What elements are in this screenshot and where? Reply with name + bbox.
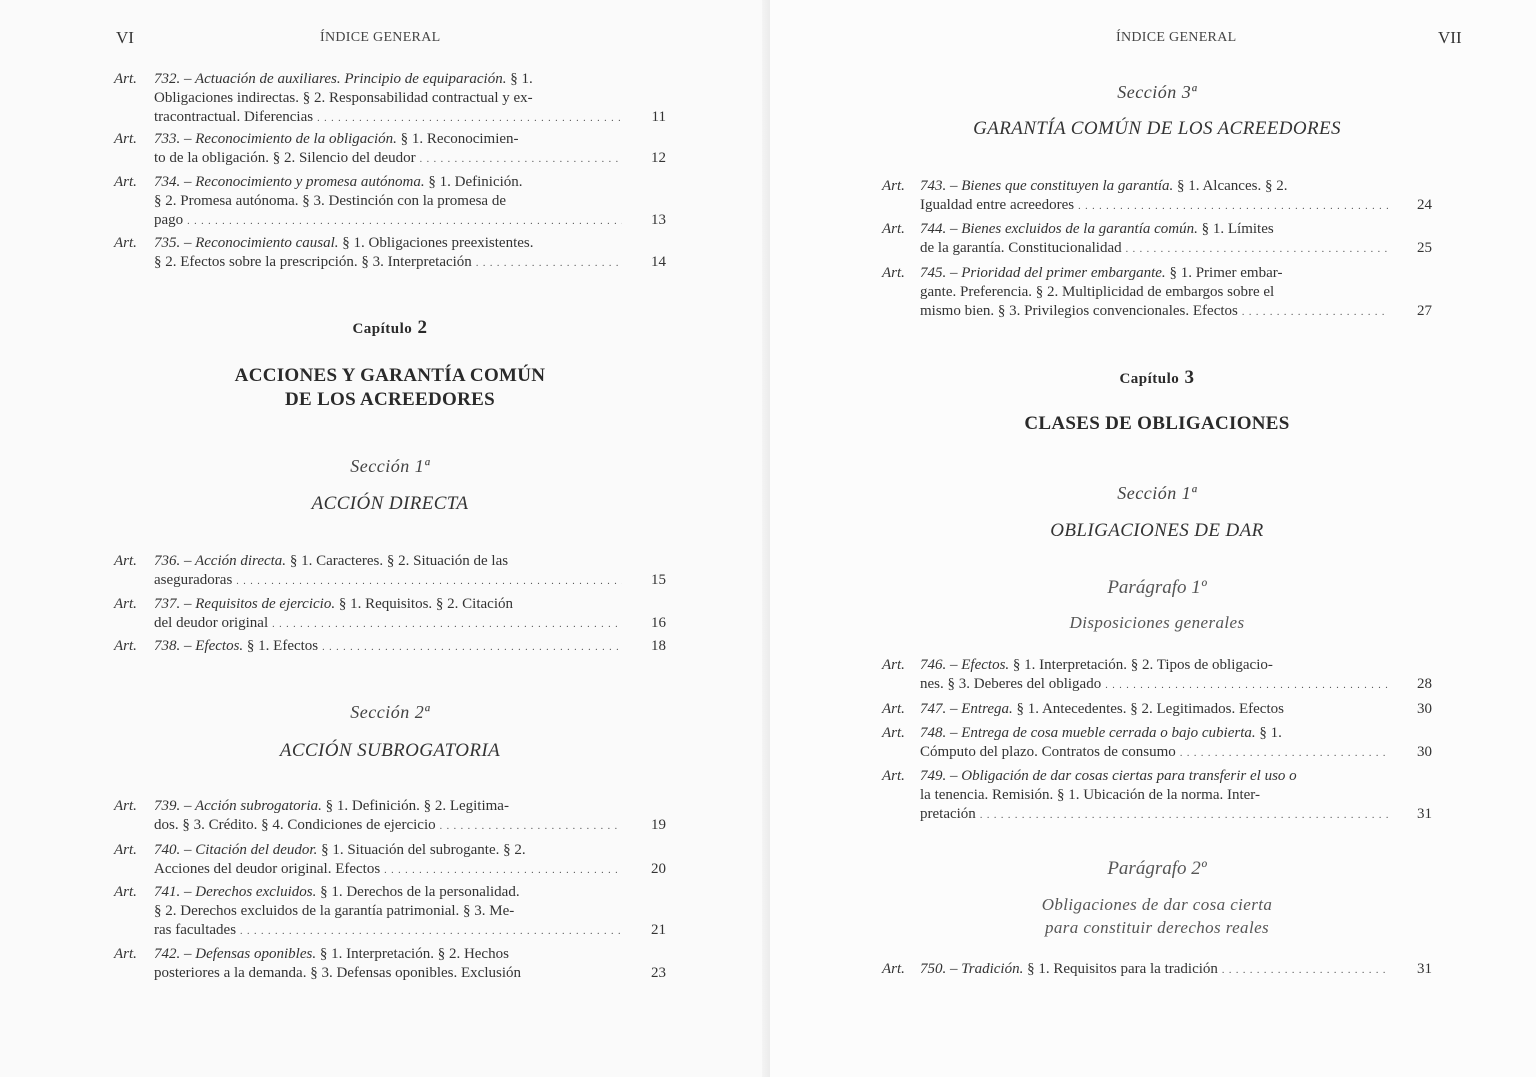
paragraph-label: Parágrafo 2º	[1107, 858, 1207, 879]
art-label: Art.	[882, 768, 905, 784]
art-subsections: § 1. Situación del subrogante. § 2.	[321, 842, 526, 858]
section-label: Sección 1ª	[1117, 483, 1197, 503]
art-number: 734.	[154, 174, 181, 190]
art-label: Art.	[882, 265, 905, 281]
entry-line: dos. § 3. Crédito. § 4. Condiciones de ejercicio	[154, 817, 436, 833]
toc-entry: Art. 749. – Obligación de dar cosas ciertas para transferir el uso o la tenencia. Remisión. § 1. Ubicación de la norma. Inter- pretación . . . 31	[882, 767, 1432, 824]
page-ref: 24	[1417, 197, 1432, 213]
paragraph-title-line: Obligaciones de dar cosa cierta	[1041, 895, 1273, 914]
page-ref: 18	[651, 638, 666, 654]
page-ref: 27	[1417, 303, 1432, 319]
page-ref: 15	[651, 572, 666, 588]
art-number: 739.	[154, 798, 181, 814]
art-number: 738.	[154, 638, 181, 654]
art-title: Entrega.	[961, 701, 1013, 717]
art-title: Reconocimiento de la obligación.	[195, 131, 397, 147]
chapter-word: Capítulo	[1119, 371, 1180, 387]
page-ref: 12	[651, 150, 666, 166]
art-subsections: § 1. Reconocimien-	[400, 131, 519, 147]
page-ref: 30	[1417, 744, 1432, 760]
art-subsections: § 1. Requisitos. § 2. Citación	[338, 596, 513, 612]
page-ref: 23	[651, 965, 666, 981]
page-ref: 20	[651, 861, 666, 877]
entry-line: pretación	[920, 806, 976, 822]
art-number: 736.	[154, 553, 181, 569]
art-label: Art.	[114, 235, 137, 251]
entry-line: Cómputo del plazo. Contratos de consumo	[920, 744, 1176, 760]
art-subsections: § 1. Alcances. § 2.	[1177, 178, 1288, 194]
art-label: Art.	[114, 596, 137, 612]
entry-line: ras facultades	[154, 922, 237, 938]
running-head-left: ÍNDICE GENERAL	[320, 30, 441, 45]
section-title: OBLIGACIONES DE DAR	[1050, 520, 1264, 541]
toc-entry: Art. 746. – Efectos. § 1. Interpretación. § 2. Tipos de obligacio- nes. § 3. Deberes del obligado . . . 28	[882, 656, 1432, 694]
art-number: 732.	[154, 71, 181, 87]
chapter-title: CLASES DE OBLIGACIONES	[1024, 413, 1290, 434]
art-label: Art.	[882, 221, 905, 237]
art-title: Entrega de cosa mueble cerrada o bajo cubierta.	[961, 725, 1256, 741]
page-number-left: VI	[116, 28, 134, 47]
entry-line: del deudor original	[154, 615, 269, 631]
paragraph-title	[882, 893, 1432, 939]
entry-line: § 2. Efectos sobre la prescripción. § 3. Interpretación	[154, 254, 472, 270]
chapter-label	[882, 367, 1432, 389]
entry-line: § 2. Derechos excluidos de la garantía patrimonial. § 3. Me-	[154, 903, 515, 919]
art-subsections: § 1. Requisitos para la tradición	[1027, 961, 1218, 977]
toc-entry: Art. 742. – Defensas oponibles. § 1. Interpretación. § 2. Hechos posteriores a la demanda. § 3. Defensas oponibles. Exclusión 23	[114, 946, 666, 981]
art-number: 744.	[920, 221, 947, 237]
art-number: 746.	[920, 657, 947, 673]
right-page	[770, 0, 1536, 1077]
toc-entry: Art. 744. – Bienes excluidos de la garantía común. § 1. Límites de la garantía. Constitucionalidad . . . 25	[882, 220, 1432, 258]
toc-entry: Art. 741. – Derechos excluidos. § 1. Derechos de la personalidad. § 2. Derechos excluidos de la garantía patrimonial. § 3. Me- ras facultades . . . 21	[114, 883, 666, 940]
art-title: Reconocimiento y promesa autónoma.	[195, 174, 425, 190]
section-label: Sección 2ª	[350, 702, 430, 722]
entry-line: Igualdad entre acreedores	[920, 197, 1075, 213]
entry-line: gante. Preferencia. § 2. Multiplicidad de embargos sobre el	[920, 284, 1275, 300]
toc-entry: Art. 733. – Reconocimiento de la obligación. § 1. Reconocimien- to de la obligación. § 2. Silencio del deudor . . . 12	[114, 130, 666, 168]
art-label: Art.	[114, 884, 137, 900]
art-number: 745.	[920, 265, 947, 281]
art-subsections: § 1. Obligaciones preexistentes.	[342, 235, 534, 251]
page-ref: 16	[651, 615, 666, 631]
entry-line: de la garantía. Constitucionalidad	[920, 240, 1122, 256]
toc-entry: Art. 743. – Bienes que constituyen la garantía. § 1. Alcances. § 2. Igualdad entre acreedores . . . 24	[882, 177, 1432, 215]
toc-entry: Art. 738. – Efectos. § 1. Efectos . . . 18	[114, 637, 666, 656]
art-subsections: § 1. Definición. § 2. Legitima-	[325, 798, 509, 814]
art-number: 747.	[920, 701, 947, 717]
art-title: Acción subrogatoria.	[194, 798, 322, 814]
art-subsections: § 1. Derechos de la personalidad.	[320, 884, 520, 900]
entry-line: posteriores a la demanda. § 3. Defensas oponibles. Exclusión	[154, 965, 521, 981]
art-number: 750.	[920, 961, 947, 977]
art-number: 743.	[920, 178, 947, 194]
section-label: Sección 3ª	[1117, 82, 1197, 102]
toc-entry: Art. 735. – Reconocimiento causal. § 1. Obligaciones preexistentes. § 2. Efectos sobre la prescripción. § 3. Interpretación . . . 14	[114, 234, 666, 272]
section-title: GARANTÍA COMÚN DE LOS ACREEDORES	[973, 118, 1341, 139]
art-title: Tradición.	[961, 961, 1024, 977]
toc-entry: Art. 745. – Prioridad del primer embargante. § 1. Primer embar- gante. Preferencia. § 2. Multiplicidad de embargos sobre el mismo bien. § 3. Privilegios convencionales. Efectos . . . 27	[882, 264, 1432, 321]
entry-line: aseguradoras	[154, 572, 233, 588]
art-label: Art.	[882, 657, 905, 673]
entry-line: tracontractual. Diferencias	[154, 109, 314, 125]
entry-line: la tenencia. Remisión. § 1. Ubicación de la norma. Inter-	[920, 787, 1260, 803]
entry-line: to de la obligación. § 2. Silencio del deudor	[154, 150, 416, 166]
entry-line: Obligaciones indirectas. § 2. Responsabilidad contractual y ex-	[154, 90, 533, 106]
art-label: Art.	[114, 174, 137, 190]
toc-entry: Art. 732. – Actuación de auxiliares. Principio de equiparación. § 1. Obligaciones indirectas. § 2. Responsabilidad contractual y ex- tracontractual. Diferencias . . . 11	[114, 70, 666, 127]
art-title: Efectos.	[195, 638, 244, 654]
toc-entry: Art. 748. – Entrega de cosa mueble cerrada o bajo cubierta. § 1. Cómputo del plazo. Contratos de consumo . . . 30	[882, 724, 1432, 762]
paragraph-label: Parágrafo 1º	[1107, 577, 1207, 598]
running-head-right: ÍNDICE GENERAL	[1116, 30, 1237, 45]
art-subsections: § 1. Interpretación. § 2. Tipos de obligacio-	[1012, 657, 1273, 673]
art-label: Art.	[882, 725, 905, 741]
art-number: 737.	[154, 596, 181, 612]
toc-entry: Art. 737. – Requisitos de ejercicio. § 1. Requisitos. § 2. Citación del deudor original . . . 16	[114, 595, 666, 633]
art-subsections: § 1. Interpretación. § 2. Hechos	[319, 946, 509, 962]
art-label: Art.	[114, 131, 137, 147]
page-ref: 11	[651, 109, 666, 125]
chapter-label	[114, 317, 666, 339]
art-title: Bienes que constituyen la garantía.	[961, 178, 1174, 194]
art-number: 742.	[154, 946, 181, 962]
art-label: Art.	[114, 71, 137, 87]
art-subsections: § 1. Efectos	[246, 638, 319, 654]
chapter-title-line: ACCIONES Y GARANTÍA COMÚN	[234, 365, 546, 386]
section-label: Sección 1ª	[350, 456, 430, 476]
chapter-number: 3	[1184, 367, 1195, 388]
art-title: Efectos.	[961, 657, 1010, 673]
art-subsections: § 1. Primer embar-	[1169, 265, 1283, 281]
page-ref: 31	[1417, 806, 1432, 822]
art-label: Art.	[882, 701, 905, 717]
art-number: 740.	[154, 842, 181, 858]
art-label: Art.	[882, 961, 905, 977]
art-number: 749.	[920, 768, 947, 784]
entry-line: § 2. Promesa autónoma. § 3. Destinción con la promesa de	[154, 193, 507, 209]
art-subsections: § 1. Límites	[1201, 221, 1274, 237]
paragraph-title: Disposiciones generales	[1069, 613, 1245, 632]
art-title: Reconocimiento causal.	[195, 235, 339, 251]
art-subsections: § 1. Antecedentes. § 2. Legitimados. Efectos	[1016, 701, 1284, 717]
chapter-title	[114, 364, 666, 412]
toc-entry: Art. 734. – Reconocimiento y promesa autónoma. § 1. Definición. § 2. Promesa autónoma. § 3. Destinción con la promesa de pago . . . 13	[114, 173, 666, 230]
art-subsections: § 1.	[1259, 725, 1282, 741]
art-number: 741.	[154, 884, 181, 900]
art-subsections: § 1.	[510, 71, 533, 87]
art-label: Art.	[114, 798, 137, 814]
art-title: Defensas oponibles.	[195, 946, 317, 962]
section-title: ACCIÓN DIRECTA	[311, 493, 469, 514]
art-title: Acción directa.	[194, 553, 287, 569]
toc-entry: Art. 747. – Entrega. § 1. Antecedentes. § 2. Legitimados. Efectos 30	[882, 701, 1432, 717]
art-title: Requisitos de ejercicio.	[195, 596, 336, 612]
chapter-number: 2	[417, 317, 428, 338]
art-label: Art.	[114, 946, 137, 962]
page-ref: 13	[651, 212, 666, 228]
entry-line: Acciones del deudor original. Efectos	[154, 861, 381, 877]
art-number: 733.	[154, 131, 181, 147]
entry-line: nes. § 3. Deberes del obligado	[920, 676, 1102, 692]
art-subsections: § 1. Caracteres. § 2. Situación de las	[289, 553, 509, 569]
entry-line: mismo bien. § 3. Privilegios convencionales. Efectos	[920, 303, 1238, 319]
toc-entry: Art. 736. – Acción directa. § 1. Caracteres. § 2. Situación de las aseguradoras . . . 15	[114, 552, 666, 590]
toc-entry: Art. 750. – Tradición. § 1. Requisitos para la tradición . . . 31	[882, 960, 1432, 979]
page-ref: 21	[651, 922, 666, 938]
chapter-word: Capítulo	[352, 321, 413, 337]
art-title: Actuación de auxiliares. Principio de equiparación.	[194, 71, 507, 87]
art-title: Prioridad del primer embargante.	[961, 265, 1166, 281]
page-ref: 19	[651, 817, 666, 833]
art-label: Art.	[114, 553, 137, 569]
art-title: Derechos excluidos.	[195, 884, 317, 900]
page-ref: 28	[1417, 676, 1432, 692]
chapter-title-line: DE LOS ACREEDORES	[285, 389, 495, 410]
art-title: Bienes excluidos de la garantía común.	[961, 221, 1198, 237]
art-subsections: § 1. Definición.	[428, 174, 523, 190]
page-ref: 30	[1417, 701, 1432, 717]
art-title: Citación del deudor.	[195, 842, 318, 858]
section-title: ACCIÓN SUBROGATORIA	[279, 740, 501, 761]
paragraph-title-line: para constituir derechos reales	[1044, 918, 1270, 937]
page-number-right: VII	[1438, 28, 1462, 47]
toc-entry: Art. 739. – Acción subrogatoria. § 1. Definición. § 2. Legitima- dos. § 3. Crédito. § 4. Condiciones de ejercicio . . . 19	[114, 797, 666, 835]
page-ref: 14	[651, 254, 666, 270]
art-number: 735.	[154, 235, 181, 251]
art-label: Art.	[882, 178, 905, 194]
toc-entry: Art. 740. – Citación del deudor. § 1. Situación del subrogante. § 2. Acciones del deudor original. Efectos . . . 20	[114, 841, 666, 879]
page-ref: 25	[1417, 240, 1432, 256]
art-label: Art.	[114, 638, 137, 654]
entry-line: pago	[154, 212, 184, 228]
page-ref: 31	[1417, 961, 1432, 977]
art-number: 748.	[920, 725, 947, 741]
art-label: Art.	[114, 842, 137, 858]
art-title: Obligación de dar cosas ciertas para transferir el uso o	[961, 768, 1297, 784]
